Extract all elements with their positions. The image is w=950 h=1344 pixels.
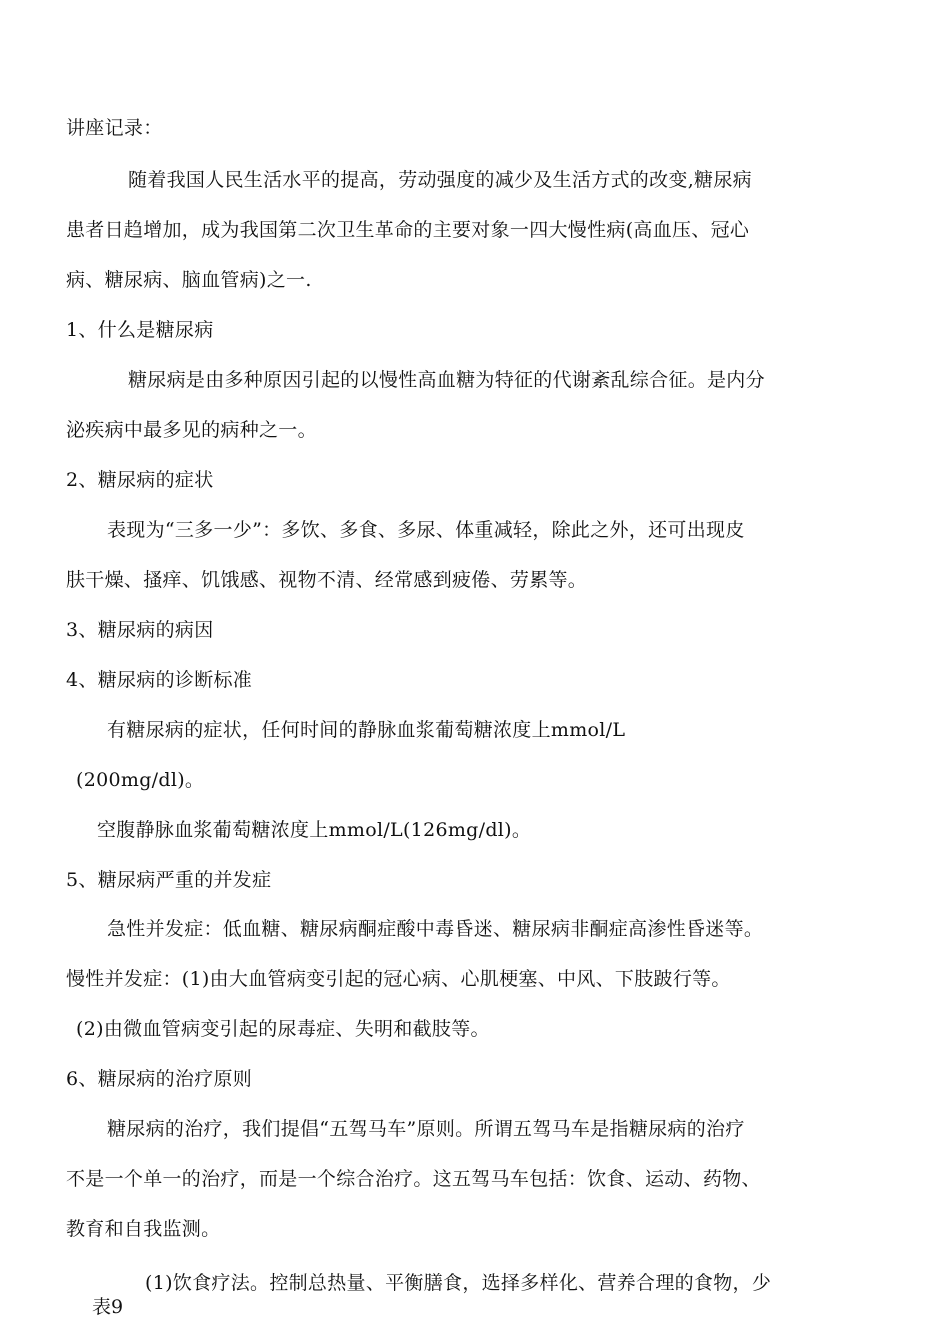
intro-paragraph-line-2: 患者日趋增加，成为我国第二次卫生革命的主要对象一四大慢性病(高血压、冠心 bbox=[66, 219, 750, 241]
section-1-line-1: 糖尿病是由多种原因引起的以慢性高血糖为特征的代谢紊乱综合征。是内分 bbox=[128, 369, 765, 391]
section-1-line-2: 泌疾病中最多见的病种之一。 bbox=[66, 419, 317, 441]
section-5-line-1: 急性并发症：低血糖、糖尿病酮症酸中毒昏迷、糖尿病非酮症高渗性昏迷等。 bbox=[107, 918, 764, 940]
intro-paragraph-line-3: 病、糖尿病、脑血管病)之一. bbox=[66, 269, 312, 291]
page-footer-label: 表9 bbox=[92, 1296, 124, 1318]
section-heading-3: 3、糖尿病的病因 bbox=[66, 619, 214, 641]
section-heading-5: 5、糖尿病严重的并发症 bbox=[66, 869, 272, 891]
intro-paragraph-line-1: 随着我国人民生活水平的提高，劳动强度的减少及生活方式的改变,糖尿病 bbox=[128, 169, 752, 191]
section-6-line-1: 糖尿病的治疗，我们提倡“五驾马车”原则。所谓五驾马车是指糖尿病的治疗 bbox=[107, 1118, 745, 1140]
section-6-line-2: 不是一个单一的治疗，而是一个综合治疗。这五驾马车包括：饮食、运动、药物、 bbox=[66, 1168, 761, 1190]
section-5-line-3: (2)由微血管病变引起的尿毒症、失明和截肢等。 bbox=[76, 1018, 490, 1040]
section-6-line-4: (1)饮食疗法。控制总热量、平衡膳食，选择多样化、营养合理的食物，少 bbox=[145, 1272, 772, 1294]
section-heading-2: 2、糖尿病的症状 bbox=[66, 469, 214, 491]
section-4-line-2: (200mg/dl)。 bbox=[76, 769, 205, 791]
section-4-line-3: 空腹静脉血浆葡萄糖浓度上mmol/L(126mg/dl)。 bbox=[97, 819, 532, 841]
section-2-line-1: 表现为“三多一少”：多饮、多食、多尿、体重减轻，除此之外，还可出现皮 bbox=[107, 519, 745, 541]
section-2-line-2: 肤干燥、搔痒、饥饿感、视物不清、经常感到疲倦、劳累等。 bbox=[66, 569, 588, 591]
section-5-line-2: 慢性并发症：(1)由大血管病变引起的冠心病、心肌梗塞、中风、下肢跛行等。 bbox=[66, 968, 731, 990]
heading-lecture-notes: 讲座记录： bbox=[66, 117, 163, 139]
section-4-line-1: 有糖尿病的症状，任何时间的静脉血浆葡萄糖浓度上mmol/L bbox=[107, 719, 626, 741]
section-heading-6: 6、糖尿病的治疗原则 bbox=[66, 1068, 253, 1090]
section-heading-1: 1、什么是糖尿病 bbox=[66, 319, 214, 341]
section-6-line-3: 教育和自我监测。 bbox=[66, 1218, 221, 1240]
section-heading-4: 4、糖尿病的诊断标准 bbox=[66, 669, 253, 691]
